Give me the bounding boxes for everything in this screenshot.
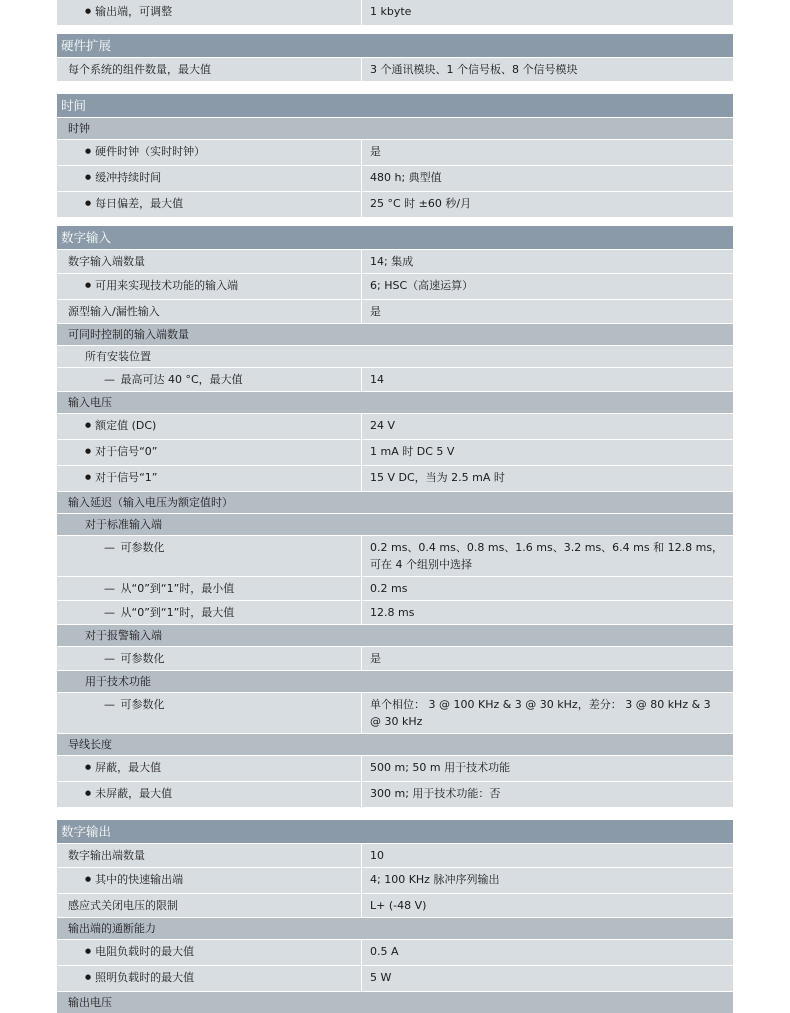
spec-label: 每个系统的组件数量，最大值 <box>57 58 361 81</box>
spec-row <box>57 414 733 439</box>
spec-value: 1 mA 时 DC 5 V <box>362 440 733 465</box>
spec-row <box>57 140 733 165</box>
spec-row <box>57 940 733 965</box>
spec-value: 是 <box>362 140 733 165</box>
spec-value: 10 <box>362 844 733 867</box>
spec-label: 源型输入/漏性输入 <box>57 300 361 323</box>
spec-row <box>57 274 733 299</box>
subheader-cable-length: 导线长度 <box>57 734 733 755</box>
section-header-hardware: 硬件扩展 <box>57 34 733 57</box>
spec-value: 单个相位： 3 @ 100 KHz & 3 @ 30 kHz，差分： 3 @ 80 kHz & 3 @ 30 kHz <box>362 693 733 733</box>
subheader-alarm-inputs: 对于报警输入端 <box>57 625 733 646</box>
spec-row <box>57 782 733 807</box>
spec-label: ● 额定值 (DC) <box>57 414 361 439</box>
spec-value: 300 m; 用于技术功能：否 <box>362 782 733 807</box>
spec-value: 0.2 ms <box>362 577 733 600</box>
spec-label: ● 未屏蔽，最大值 <box>57 782 361 807</box>
spec-row <box>57 577 733 600</box>
spec-row <box>57 166 733 191</box>
spec-value: 480 h; 典型值 <box>362 166 733 191</box>
section-header-time: 时间 <box>57 94 733 117</box>
spec-value: 4; 100 KHz 脉冲序列输出 <box>362 868 733 893</box>
spec-row <box>57 601 733 624</box>
spec-row <box>57 0 733 25</box>
spec-value: 0.2 ms、0.4 ms、0.8 ms、1.6 ms、3.2 ms、6.4 ms 和 12.8 ms，可在 4 个组别中选择 <box>362 536 733 576</box>
spec-row <box>57 466 733 491</box>
subheader-standard-inputs: 对于标准输入端 <box>57 514 733 535</box>
spec-label: — 最高可达 40 °C，最大值 <box>57 368 361 391</box>
spec-row <box>57 368 733 391</box>
spec-sheet <box>57 0 733 1013</box>
spec-row <box>57 192 733 217</box>
spec-label: ● 屏蔽，最大值 <box>57 756 361 781</box>
spec-value: 12.8 ms <box>362 601 733 624</box>
subheader-technology-functions: 用于技术功能 <box>57 671 733 692</box>
spec-row <box>57 250 733 273</box>
spec-value: 是 <box>362 647 733 670</box>
spec-row <box>57 440 733 465</box>
spec-row <box>57 756 733 781</box>
spec-row <box>57 647 733 670</box>
spec-value: 14; 集成 <box>362 250 733 273</box>
spec-label: ● 硬件时钟（实时时钟） <box>57 140 361 165</box>
subheader-all-positions: 所有安装位置 <box>57 346 733 367</box>
spec-value: 1 kbyte <box>362 0 733 25</box>
spec-label: — 可参数化 <box>57 647 361 670</box>
spec-row <box>57 844 733 867</box>
spec-label: 数字输入端数量 <box>57 250 361 273</box>
spec-label: — 从“0”到“1”时，最小值 <box>57 577 361 600</box>
subheader-input-delay: 输入延迟（输入电压为额定值时） <box>57 492 733 513</box>
spec-value: L+ (-48 V) <box>362 894 733 917</box>
subheader-switching-capacity: 输出端的通断能力 <box>57 918 733 939</box>
spec-label: ● 其中的快速输出端 <box>57 868 361 893</box>
spec-label: — 从“0”到“1”时，最大值 <box>57 601 361 624</box>
spec-row <box>57 536 733 576</box>
section-header-digital-input: 数字输入 <box>57 226 733 249</box>
subheader-clock: 时钟 <box>57 118 733 139</box>
spec-value: 500 m; 50 m 用于技术功能 <box>362 756 733 781</box>
spec-label: ● 照明负载时的最大值 <box>57 966 361 991</box>
spec-label: 感应式关闭电压的限制 <box>57 894 361 917</box>
spec-value: 3 个通讯模块、1 个信号板、8 个信号模块 <box>362 58 733 81</box>
spec-label: ● 电阻负载时的最大值 <box>57 940 361 965</box>
spec-label: ● 每日偏差，最大值 <box>57 192 361 217</box>
spec-label: — 可参数化 <box>57 693 361 733</box>
subheader-simultaneous-inputs: 可同时控制的输入端数量 <box>57 324 733 345</box>
spec-value: 5 W <box>362 966 733 991</box>
spec-label: ● 对于信号“1” <box>57 466 361 491</box>
spec-label: ● 对于信号“0” <box>57 440 361 465</box>
spec-label: ● 缓冲持续时间 <box>57 166 361 191</box>
subheader-input-voltage: 输入电压 <box>57 392 733 413</box>
spec-label: — 可参数化 <box>57 536 361 576</box>
spec-row <box>57 868 733 893</box>
spec-value: 15 V DC，当为 2.5 mA 时 <box>362 466 733 491</box>
spec-value: 是 <box>362 300 733 323</box>
spec-value: 24 V <box>362 414 733 439</box>
spec-label: ● 可用来实现技术功能的输入端 <box>57 274 361 299</box>
spec-value: 6; HSC（高速运算） <box>362 274 733 299</box>
section-header-digital-output: 数字输出 <box>57 820 733 843</box>
spec-row <box>57 58 733 81</box>
spec-row <box>57 693 733 733</box>
subheader-output-voltage: 输出电压 <box>57 992 733 1013</box>
spec-row <box>57 966 733 991</box>
spec-row <box>57 894 733 917</box>
spec-value: 25 °C 时 ±60 秒/月 <box>362 192 733 217</box>
spec-label: 数字输出端数量 <box>57 844 361 867</box>
spec-label: ● 输出端，可调整 <box>57 0 361 25</box>
spec-value: 14 <box>362 368 733 391</box>
spec-row <box>57 300 733 323</box>
spec-value: 0.5 A <box>362 940 733 965</box>
